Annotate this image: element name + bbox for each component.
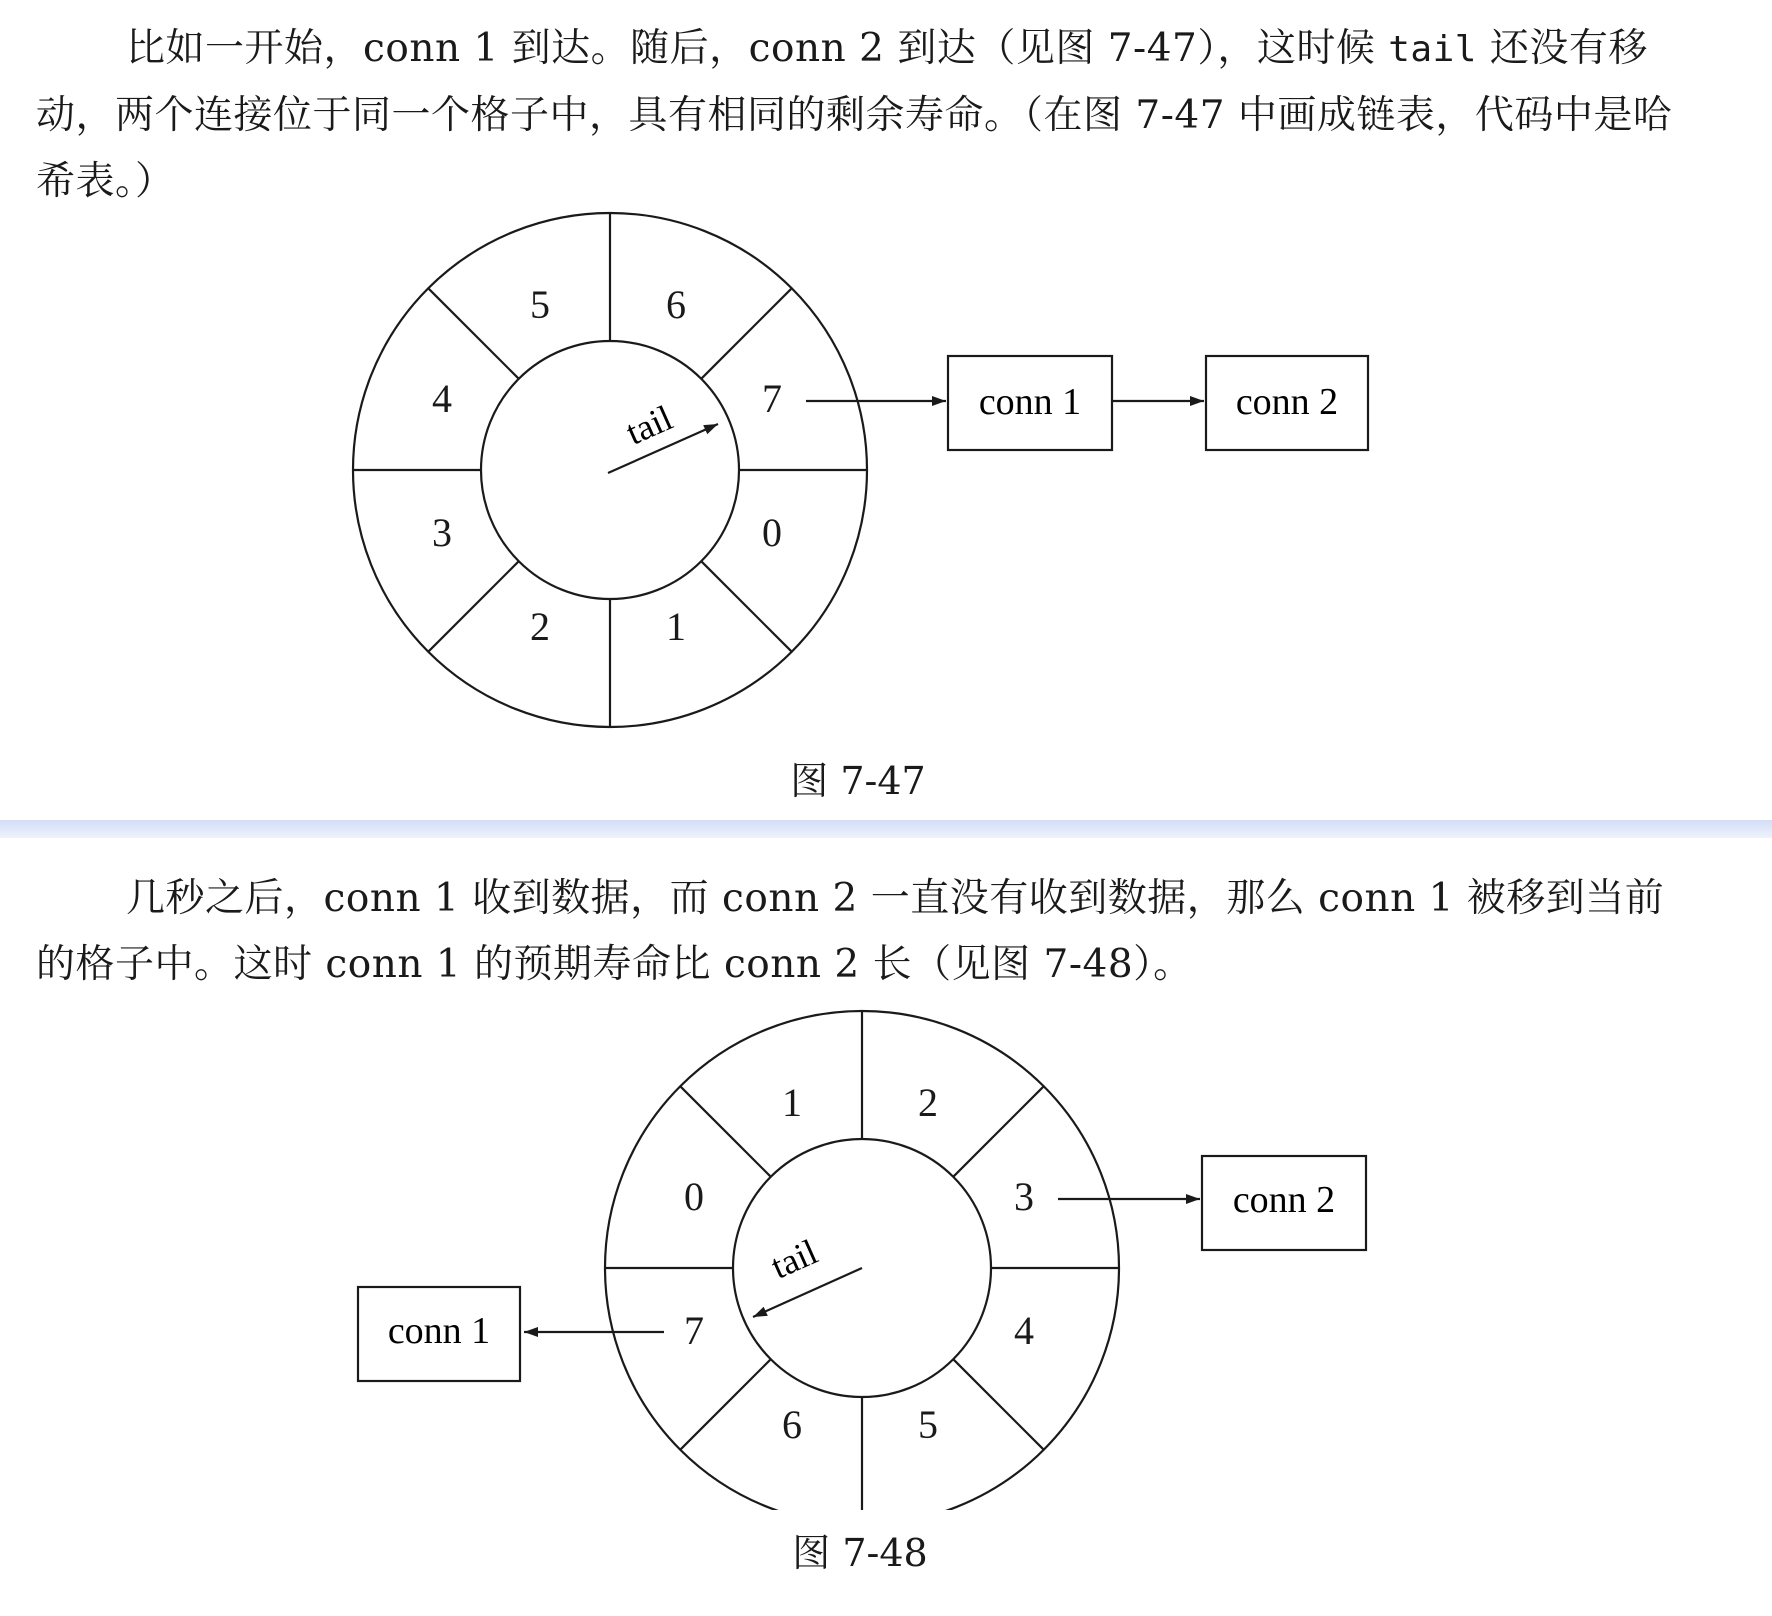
slot-label: 5	[918, 1402, 938, 1447]
slot-label: 2	[918, 1080, 938, 1125]
tail-pointer-arrow	[753, 1268, 862, 1317]
slot-label: 2	[530, 604, 550, 649]
paragraph-1-text-b: 还没有移动，两个连接位于同一个格子中，具有相同的剩余寿命。（在图 7-47 中画成链表，代码中是哈希表。）	[36, 26, 1673, 204]
conn-box-label: conn 2	[1235, 381, 1339, 423]
slot-label: 1	[782, 1080, 802, 1125]
figure-caption: 图 7-47	[790, 759, 926, 803]
tail-label: tail	[619, 397, 679, 453]
slot-label: 4	[432, 376, 452, 421]
slot-label: 6	[782, 1402, 802, 1447]
slot-label: 3	[432, 510, 452, 555]
conn-box-label: conn 1	[387, 1310, 491, 1352]
slot-label: 5	[530, 282, 550, 327]
slot-label: 1	[666, 604, 686, 649]
figure-caption: 图 7-48	[792, 1531, 928, 1575]
conn-box-label: conn 1	[978, 381, 1082, 423]
code-tail: tail	[1388, 29, 1477, 70]
slot-label: 0	[684, 1174, 704, 1219]
slot-label: 7	[684, 1308, 704, 1353]
slot-labels-2	[684, 1080, 1034, 1447]
slot-label: 4	[1014, 1308, 1034, 1353]
conn-box-label: conn 2	[1232, 1179, 1336, 1221]
slot-label: 7	[762, 376, 782, 421]
slot-label: 6	[666, 282, 686, 327]
slot-label: 0	[762, 510, 782, 555]
slot-label: 3	[1014, 1174, 1034, 1219]
paragraph-2-text: 几秒之后，conn 1 收到数据，而 conn 2 一直没有收到数据，那么 conn 1 被移到当前的格子中。这时 conn 1 的预期寿命比 conn 2 长（见图 7-48）。	[36, 876, 1665, 987]
paragraph-1-text-a: 比如一开始，conn 1 到达。随后，conn 2 到达（见图 7-47），这时候	[126, 26, 1389, 71]
tail-label: tail	[764, 1231, 824, 1287]
